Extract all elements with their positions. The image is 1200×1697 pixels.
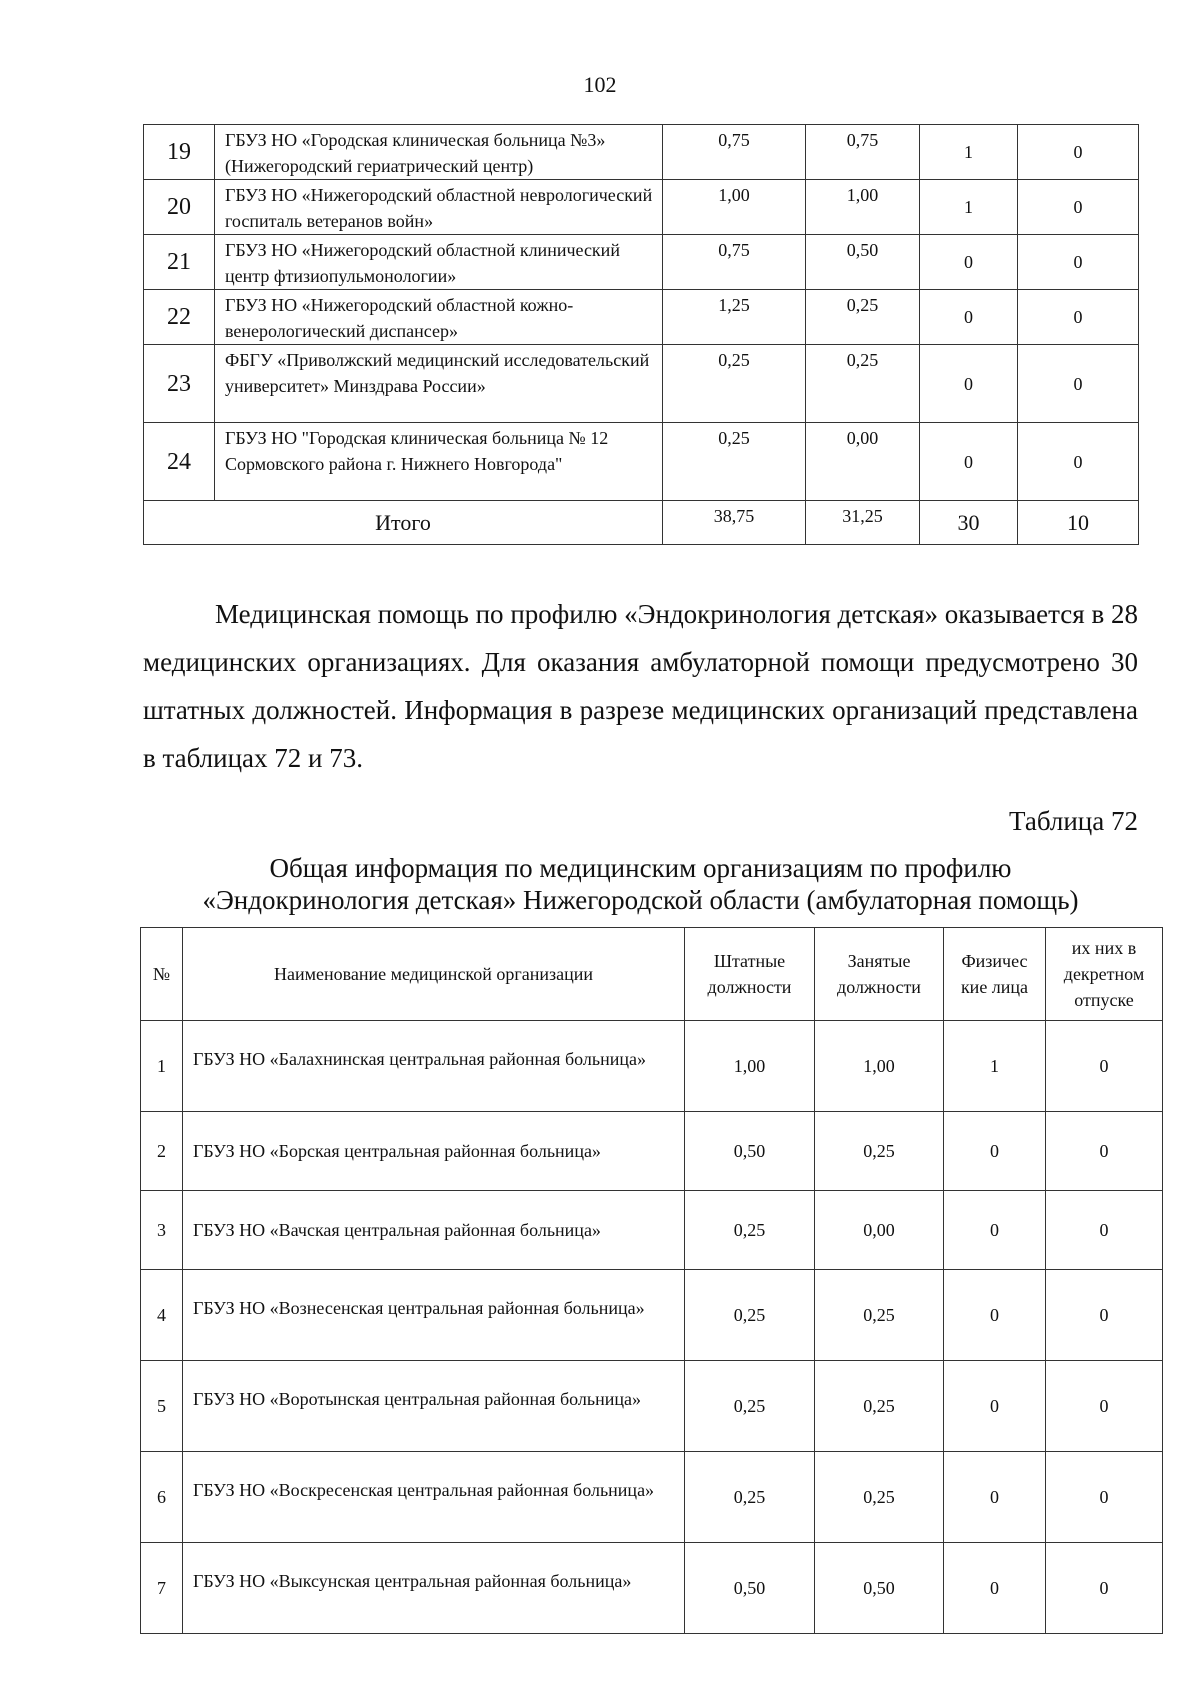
- organization-name: ГБУЗ НО «Борская центральная районная больница»: [183, 1112, 685, 1191]
- organization-name: ГБУЗ НО «Выксунская центральная районная больница»: [183, 1543, 685, 1634]
- table-row: [141, 1270, 1163, 1361]
- staff-positions: 0,25: [685, 1191, 815, 1270]
- table-row: [141, 1021, 1163, 1112]
- maternity-leave: 0: [1018, 345, 1139, 423]
- physical-persons: 1: [920, 180, 1018, 235]
- table-label: Таблица 72: [1009, 806, 1138, 836]
- physical-persons: 0: [944, 1361, 1046, 1452]
- table-row: [144, 290, 1139, 345]
- total-row: [144, 501, 1139, 545]
- occupied-positions: 1,00: [815, 1021, 944, 1112]
- table-row: [144, 180, 1139, 235]
- staff-positions: 0,50: [685, 1543, 815, 1634]
- total-occupied: 31,25: [806, 501, 920, 545]
- table-row: [141, 1112, 1163, 1191]
- physical-persons: 0: [944, 1543, 1046, 1634]
- staff-positions: 0,25: [663, 345, 806, 423]
- table-row: [141, 1361, 1163, 1452]
- staff-positions: 0,75: [663, 235, 806, 290]
- row-number: 21: [144, 235, 215, 290]
- header-occupied: Занятые должности: [815, 928, 944, 1021]
- organization-name: ГБУЗ НО «Воскресенская центральная районная больница»: [183, 1452, 685, 1543]
- total-persons: 30: [920, 501, 1018, 545]
- maternity-leave: 0: [1018, 235, 1139, 290]
- occupied-positions: 0,25: [815, 1452, 944, 1543]
- maternity-leave: 0: [1018, 180, 1139, 235]
- maternity-leave: 0: [1046, 1361, 1163, 1452]
- organization-name: ГБУЗ НО «Вознесенская центральная районная больница»: [183, 1270, 685, 1361]
- occupied-positions: 0,25: [806, 290, 920, 345]
- organization-name: ГБУЗ НО «Нижегородский областной клинический центр фтизиопульмонологии»: [215, 235, 663, 290]
- header-persons: Физичес кие лица: [944, 928, 1046, 1021]
- physical-persons: 0: [944, 1191, 1046, 1270]
- total-maternity: 10: [1018, 501, 1139, 545]
- maternity-leave: 0: [1018, 125, 1139, 180]
- total-label: Итого: [144, 501, 663, 545]
- organization-name: ФБГУ «Приволжский медицинский исследовательский университет» Минздрава России»: [215, 345, 663, 423]
- row-number: 2: [141, 1112, 183, 1191]
- staff-positions: 1,25: [663, 290, 806, 345]
- organization-name: ГБУЗ НО «Вачская центральная районная больница»: [183, 1191, 685, 1270]
- physical-persons: 1: [944, 1021, 1046, 1112]
- total-staff: 38,75: [663, 501, 806, 545]
- table-row: [144, 345, 1139, 423]
- table-row: [144, 235, 1139, 290]
- table-caption: [143, 852, 1138, 916]
- row-number: 5: [141, 1361, 183, 1452]
- row-number: 22: [144, 290, 215, 345]
- header-name: Наименование медицинской организации: [183, 928, 685, 1021]
- physical-persons: 1: [920, 125, 1018, 180]
- organization-name: ГБУЗ НО «Нижегородский областной кожно-венерологический диспансер»: [215, 290, 663, 345]
- table-row: [141, 1543, 1163, 1634]
- header-staff: Штатные должности: [685, 928, 815, 1021]
- organization-name: ГБУЗ НО "Городская клиническая больница № 12 Сормовского района г. Нижнего Новгорода": [215, 423, 663, 501]
- staff-positions: 0,75: [663, 125, 806, 180]
- row-number: 7: [141, 1543, 183, 1634]
- maternity-leave: 0: [1046, 1452, 1163, 1543]
- maternity-leave: 0: [1046, 1543, 1163, 1634]
- header-number: №: [141, 928, 183, 1021]
- physical-persons: 0: [920, 345, 1018, 423]
- maternity-leave: 0: [1046, 1270, 1163, 1361]
- row-number: 4: [141, 1270, 183, 1361]
- continued-table: [143, 124, 1139, 545]
- row-number: 1: [141, 1021, 183, 1112]
- table-row: [144, 423, 1139, 501]
- row-number: 6: [141, 1452, 183, 1543]
- row-number: 23: [144, 345, 215, 423]
- maternity-leave: 0: [1018, 423, 1139, 501]
- row-number: 20: [144, 180, 215, 235]
- staff-positions: 0,25: [685, 1270, 815, 1361]
- table-row: [144, 125, 1139, 180]
- staff-positions: 0,25: [685, 1452, 815, 1543]
- occupied-positions: 0,25: [815, 1112, 944, 1191]
- physical-persons: 0: [920, 235, 1018, 290]
- occupied-positions: 0,50: [806, 235, 920, 290]
- header-maternity: их них в декретном отпуске: [1046, 928, 1163, 1021]
- occupied-positions: 0,25: [815, 1270, 944, 1361]
- body-paragraph: Медицинская помощь по профилю «Эндокринология детская» оказывается в 28 медицинских организациях. Для оказания амбулаторной помощи предусмотрено 30 штатных должностей. Информация в разрезе медицинских организаций представлена в таблицах 72 и 73.: [143, 599, 1138, 773]
- occupied-positions: 0,75: [806, 125, 920, 180]
- organization-name: ГБУЗ НО «Балахнинская центральная районная больница»: [183, 1021, 685, 1112]
- organizations-table: [140, 927, 1163, 1634]
- organization-name: ГБУЗ НО «Городская клиническая больница №3» (Нижегородский гериатрический центр): [215, 125, 663, 180]
- maternity-leave: 0: [1046, 1021, 1163, 1112]
- physical-persons: 0: [944, 1270, 1046, 1361]
- staff-positions: 0,25: [663, 423, 806, 501]
- physical-persons: 0: [944, 1452, 1046, 1543]
- occupied-positions: 1,00: [806, 180, 920, 235]
- table-row: [141, 1191, 1163, 1270]
- organization-name: ГБУЗ НО «Воротынская центральная районная больница»: [183, 1361, 685, 1452]
- maternity-leave: 0: [1018, 290, 1139, 345]
- physical-persons: 0: [944, 1112, 1046, 1191]
- maternity-leave: 0: [1046, 1112, 1163, 1191]
- row-number: 19: [144, 125, 215, 180]
- header-row: [141, 928, 1163, 1021]
- table-row: [141, 1452, 1163, 1543]
- staff-positions: 0,50: [685, 1112, 815, 1191]
- occupied-positions: 0,00: [806, 423, 920, 501]
- maternity-leave: 0: [1046, 1191, 1163, 1270]
- staff-positions: 0,25: [685, 1361, 815, 1452]
- row-number: 3: [141, 1191, 183, 1270]
- occupied-positions: 0,50: [815, 1543, 944, 1634]
- organization-name: ГБУЗ НО «Нижегородский областной неврологический госпиталь ветеранов войн»: [215, 180, 663, 235]
- staff-positions: 1,00: [663, 180, 806, 235]
- caption-line: Общая информация по медицинским организациям по профилю: [269, 853, 1012, 883]
- occupied-positions: 0,25: [806, 345, 920, 423]
- page-number: 102: [583, 72, 617, 97]
- physical-persons: 0: [920, 423, 1018, 501]
- caption-line: «Эндокринология детская» Нижегородской области (амбулаторная помощь): [202, 885, 1079, 915]
- occupied-positions: 0,00: [815, 1191, 944, 1270]
- physical-persons: 0: [920, 290, 1018, 345]
- occupied-positions: 0,25: [815, 1361, 944, 1452]
- staff-positions: 1,00: [685, 1021, 815, 1112]
- row-number: 24: [144, 423, 215, 501]
